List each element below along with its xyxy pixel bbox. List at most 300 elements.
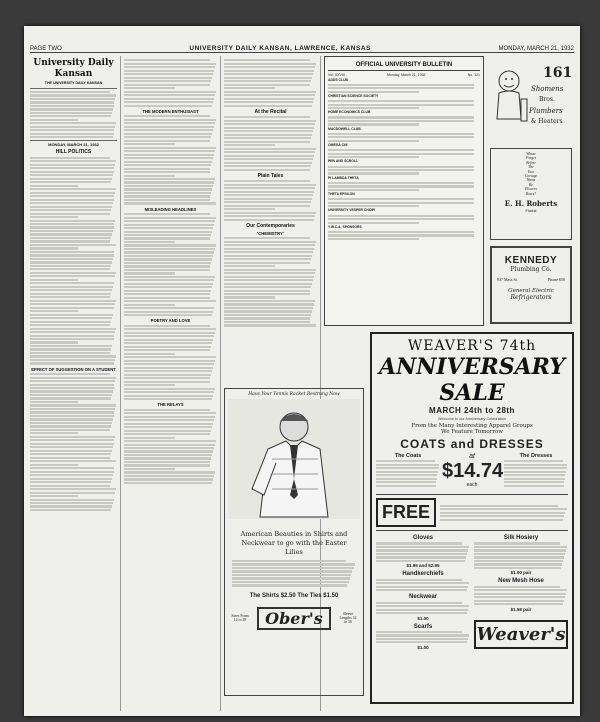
text-line <box>224 130 313 132</box>
text-line <box>30 485 110 487</box>
text-line <box>232 577 350 579</box>
text-line <box>328 169 474 171</box>
text-line <box>224 198 312 200</box>
text-line <box>124 157 213 159</box>
editorial-body <box>224 237 317 326</box>
text-line <box>30 94 116 96</box>
text-line <box>30 293 111 295</box>
text-line <box>30 460 116 462</box>
text-line <box>474 586 560 588</box>
text-line <box>30 105 114 107</box>
text-line <box>328 91 419 93</box>
text-line <box>30 495 78 497</box>
text-line <box>124 77 212 79</box>
florist-copy-line: Before <box>526 160 536 165</box>
text-line <box>328 215 474 217</box>
text-line <box>124 258 212 260</box>
issue-date: MONDAY, MARCH 21, 1932 <box>498 46 574 52</box>
text-line <box>224 101 313 103</box>
text-line <box>232 574 351 576</box>
text-line <box>124 175 175 177</box>
text-line <box>224 73 313 75</box>
text-line <box>376 460 435 462</box>
text-line <box>30 206 112 208</box>
text-line <box>124 471 215 473</box>
text-line <box>224 63 316 65</box>
scarfs-copy <box>376 631 470 644</box>
editorial-column-1 <box>30 58 117 713</box>
text-line <box>30 192 115 194</box>
text-line <box>328 104 474 106</box>
text-line <box>224 116 310 118</box>
text-line <box>504 478 565 480</box>
text-line <box>124 164 211 166</box>
text-line <box>376 549 468 551</box>
text-line <box>30 108 113 110</box>
text-line <box>474 593 566 595</box>
text-line <box>30 328 116 330</box>
text-line <box>30 178 112 180</box>
text-line <box>124 482 212 484</box>
text-line <box>224 286 311 288</box>
text-line <box>124 129 213 131</box>
paper-subtitle: THE UNIVERSITY DAILY KANSAN <box>44 81 103 85</box>
coats-copy <box>376 460 440 487</box>
text-line <box>30 408 115 410</box>
text-line <box>30 380 115 382</box>
text-line <box>124 185 213 187</box>
editorial-body <box>30 157 117 365</box>
text-line <box>376 464 439 466</box>
text-line <box>124 419 214 421</box>
text-line <box>328 140 419 142</box>
text-line <box>224 300 315 302</box>
text-line <box>30 401 78 403</box>
text-line <box>124 220 215 222</box>
paper-nameplate: University Daily Kansan <box>33 58 114 79</box>
text-line <box>124 367 213 369</box>
obers-logo: Ober's <box>257 607 331 630</box>
text-line <box>504 467 567 469</box>
text-line <box>30 174 113 176</box>
text-line <box>124 217 216 219</box>
text-line <box>224 303 314 305</box>
column-rule <box>220 56 221 711</box>
text-line <box>30 415 114 417</box>
text-line <box>124 147 216 149</box>
text-line <box>224 262 310 264</box>
text-line <box>124 349 210 351</box>
text-line <box>30 129 114 131</box>
text-line <box>30 122 116 124</box>
text-line <box>376 586 468 588</box>
text-line <box>30 307 114 309</box>
kennedy-subtitle: Plumbing Co. <box>510 266 552 273</box>
text-line <box>124 279 214 281</box>
editorial-body <box>224 180 317 221</box>
text-line <box>376 546 469 548</box>
text-line <box>30 202 113 204</box>
florist-name: E. H. Roberts <box>504 199 558 209</box>
editorial-heading: THE MODERN ENTHUSIAST <box>142 108 199 114</box>
text-line <box>124 181 214 183</box>
text-line <box>504 460 563 462</box>
obers-shirts-ad <box>224 388 364 696</box>
text-line <box>440 505 558 507</box>
text-line <box>124 314 212 316</box>
bulletin-title: OFFICIAL UNIVERSITY BULLETIN <box>328 62 480 71</box>
bulletin-number: No. 121 <box>467 72 480 77</box>
text-line <box>124 339 213 341</box>
text-line <box>124 66 215 68</box>
free-label: FREE <box>376 498 436 527</box>
text-line <box>124 262 211 264</box>
bulletin-date: Monday, March 21, 1932 <box>387 72 426 77</box>
text-line <box>30 439 114 441</box>
text-line <box>124 227 213 229</box>
mesh-hose-copy <box>474 586 568 606</box>
text-line <box>376 542 462 544</box>
text-line <box>124 300 216 302</box>
text-line <box>224 127 314 129</box>
editorial-body <box>30 373 117 511</box>
text-line <box>224 148 316 150</box>
text-line <box>124 454 212 456</box>
handkerchiefs-heading: Handkerchiefs <box>402 571 444 578</box>
text-line <box>224 187 315 189</box>
text-line <box>30 505 112 507</box>
kennedy-line2: Refrigerators <box>510 294 552 301</box>
text-line <box>30 91 110 93</box>
editorial-heading: EFFECT OF SUGGESTION ON A STUDENT <box>31 366 116 372</box>
text-line <box>124 457 211 459</box>
text-line <box>474 553 565 555</box>
text-line <box>30 233 112 235</box>
text-line <box>124 248 215 250</box>
newspaper-title-header: UNIVERSITY DAILY KANSAN, LAWRENCE, KANSAS <box>189 45 371 52</box>
text-line <box>124 395 213 397</box>
text-line <box>30 199 114 201</box>
text-line <box>124 98 214 100</box>
text-line <box>30 341 78 343</box>
text-line <box>224 212 316 214</box>
svg-text:Plumbers: Plumbers <box>529 107 563 115</box>
text-line <box>124 353 175 355</box>
text-line <box>376 582 469 584</box>
text-line <box>328 100 474 102</box>
text-line <box>30 268 110 270</box>
text-line <box>30 474 113 476</box>
column-heading: At the Recital <box>254 108 287 115</box>
text-line <box>124 269 210 271</box>
text-line <box>224 98 314 100</box>
text-line <box>30 261 112 263</box>
text-line <box>124 444 215 446</box>
svg-text:161: 161 <box>543 65 573 81</box>
bulletin-item-heading: PEN AND SCROLL <box>328 159 359 164</box>
text-line <box>30 300 116 302</box>
newspaper-page <box>24 26 580 716</box>
text-line <box>224 269 316 271</box>
text-line <box>124 213 210 215</box>
bulletin-item-heading: HOME ECONOMICS CLUB <box>328 110 371 115</box>
dresses-copy <box>504 460 568 487</box>
gloves-price: $1.95 and $2.95 <box>406 563 440 569</box>
text-line <box>232 563 355 565</box>
editorial-heading: THE RELAYS <box>157 402 184 408</box>
text-line <box>232 581 349 583</box>
text-line <box>30 425 111 427</box>
text-line <box>30 450 112 452</box>
text-line <box>224 80 311 82</box>
text-line <box>328 234 474 236</box>
text-line <box>124 409 210 411</box>
text-line <box>124 388 215 390</box>
obers-body <box>228 560 360 587</box>
hosiery-price: $1.00 pair <box>510 570 532 576</box>
text-line <box>124 412 216 414</box>
text-line <box>30 112 112 114</box>
text-line <box>30 411 114 413</box>
text-line <box>232 584 347 586</box>
editorial-column-3 <box>224 58 317 413</box>
text-line <box>224 296 275 298</box>
text-line <box>30 251 114 253</box>
coats-heading: The Coats <box>394 453 422 459</box>
text-line <box>504 471 566 473</box>
sale-price: $14.74 <box>442 460 504 482</box>
column-rule <box>120 56 121 711</box>
florist-copy-line: Corsage <box>524 174 538 179</box>
text-line <box>124 91 216 93</box>
text-line <box>124 150 215 152</box>
text-line <box>328 202 474 204</box>
text-line <box>124 370 212 372</box>
editorial-heading: HILL POLITICS <box>55 149 92 156</box>
text-line <box>224 137 311 139</box>
text-line <box>30 115 111 117</box>
text-line <box>224 141 310 143</box>
text-line <box>30 502 113 504</box>
editorial-body <box>224 59 317 106</box>
text-line <box>224 162 312 164</box>
bulletin-item-heading: CHRISTIAN SCIENCE SOCIETY <box>328 93 379 98</box>
text-line <box>30 286 113 288</box>
weaver-title-1: WEAVER'S 74th <box>407 338 537 354</box>
text-line <box>376 481 436 483</box>
text-line <box>30 499 114 501</box>
kennedy-plumbing-ad <box>490 246 572 324</box>
text-line <box>124 304 175 306</box>
price-at: at <box>469 453 475 460</box>
weavers-sale-ad <box>370 332 574 704</box>
text-line <box>30 240 110 242</box>
text-line <box>376 560 465 562</box>
bulletin-item-heading: OMEGA CHI <box>328 142 348 147</box>
text-line <box>124 363 214 365</box>
text-line <box>124 224 214 226</box>
florist-copy <box>494 152 568 196</box>
text-line <box>30 509 111 511</box>
text-line <box>30 352 110 354</box>
dresses-heading: The Dresses <box>519 453 553 459</box>
bulletin-item-heading: MACDOWELL CLUB <box>328 126 361 131</box>
text-line <box>124 440 216 442</box>
text-line <box>224 265 275 267</box>
text-line <box>504 481 564 483</box>
text-line <box>124 374 211 376</box>
text-line <box>328 107 419 109</box>
text-line <box>474 589 567 591</box>
text-line <box>376 471 438 473</box>
text-line <box>30 488 116 490</box>
text-line <box>30 265 111 267</box>
text-line <box>124 178 215 180</box>
text-line <box>124 286 212 288</box>
text-line <box>124 241 175 243</box>
gloves-heading: Gloves <box>412 535 433 542</box>
text-line <box>224 258 311 260</box>
mesh-hose-heading: New Mesh Hose <box>498 578 544 585</box>
text-line <box>376 612 467 614</box>
text-line <box>328 198 474 200</box>
florist-copy-line: The <box>528 165 534 170</box>
text-line <box>224 158 313 160</box>
text-line <box>30 394 112 396</box>
text-line <box>30 167 114 169</box>
text-line <box>124 192 211 194</box>
text-line <box>30 258 113 260</box>
text-line <box>474 542 560 544</box>
editorial-column-2 <box>124 58 217 713</box>
florist-ad <box>490 148 572 240</box>
official-bulletin <box>324 56 484 326</box>
text-line <box>328 84 474 86</box>
text-line <box>124 272 175 274</box>
text-line <box>124 105 212 107</box>
text-line <box>30 355 116 357</box>
text-line <box>30 119 78 121</box>
text-line <box>124 325 210 327</box>
text-line <box>30 492 115 494</box>
page-masthead <box>30 42 574 53</box>
text-line <box>224 84 310 86</box>
date-line: MONDAY, MARCH 21, 1932 <box>48 142 99 148</box>
text-line <box>124 360 215 362</box>
bulletin-item-heading: Y.W.C.A. SPONSORS <box>328 224 362 229</box>
obers-sizes: Sizes From 14 to 18 <box>231 614 249 623</box>
text-line <box>376 556 466 558</box>
text-line <box>30 216 78 218</box>
gloves-copy <box>376 542 470 562</box>
text-line <box>124 136 211 138</box>
text-line <box>376 631 462 633</box>
text-line <box>124 171 210 173</box>
staff-listing <box>30 91 117 138</box>
text-line <box>376 641 467 643</box>
text-line <box>124 328 216 330</box>
editorial-body <box>124 115 217 204</box>
text-line <box>124 84 210 86</box>
text-line <box>328 172 419 174</box>
hosiery-copy <box>474 542 568 569</box>
text-line <box>124 199 210 201</box>
text-line <box>30 230 113 232</box>
kennedy-address: 937 Mass St. <box>497 277 518 282</box>
text-line <box>124 423 213 425</box>
text-line <box>30 223 114 225</box>
weaver-dates: MARCH 24th to 28th <box>429 406 515 415</box>
text-line <box>30 254 114 256</box>
text-line <box>376 602 462 604</box>
plumber-ad <box>488 56 574 142</box>
text-line <box>224 180 310 182</box>
text-line <box>224 169 310 171</box>
text-line <box>124 237 210 239</box>
text-line <box>124 478 213 480</box>
text-line <box>30 457 110 459</box>
text-line <box>124 468 175 470</box>
text-line <box>224 120 316 122</box>
column-subheading: 'CHEMISTRY' <box>257 230 284 236</box>
text-line <box>124 356 216 358</box>
text-line <box>30 171 114 173</box>
text-line <box>124 195 210 197</box>
text-line <box>30 133 114 135</box>
text-line <box>124 332 215 334</box>
text-line <box>474 603 563 605</box>
text-line <box>328 87 474 89</box>
text-line <box>474 596 565 598</box>
page-number: PAGE TWO <box>30 46 62 52</box>
text-line <box>30 244 116 246</box>
bulletin-item-heading: PI LAMBDA THETA <box>328 175 359 180</box>
text-line <box>30 436 115 438</box>
text-line <box>224 279 313 281</box>
text-line <box>376 605 469 607</box>
text-line <box>30 157 110 159</box>
weaver-title-2: ANNIVERSARY SALE <box>379 354 565 406</box>
text-line <box>30 362 114 364</box>
text-line <box>124 168 210 170</box>
text-line <box>224 59 310 61</box>
text-line <box>328 231 474 233</box>
text-line <box>124 87 175 89</box>
florist-copy-line: Roses? <box>525 191 537 196</box>
text-line <box>440 519 563 521</box>
text-line <box>224 293 310 295</box>
text-line <box>124 94 215 96</box>
text-line <box>376 474 437 476</box>
price-each: each <box>466 482 478 488</box>
text-line <box>30 432 78 434</box>
svg-text:Bros.: Bros. <box>539 96 555 103</box>
scarfs-heading: Scarfs <box>413 623 433 630</box>
plumber-illustration <box>491 59 577 145</box>
text-line <box>474 567 561 569</box>
text-line <box>30 324 110 326</box>
text-line <box>124 231 212 233</box>
text-line <box>30 377 116 379</box>
neckwear-copy <box>376 602 470 615</box>
editorial-heading: POETRY AND LOVE <box>150 318 191 324</box>
text-line <box>124 115 210 117</box>
text-line <box>124 143 175 145</box>
text-line <box>224 276 314 278</box>
florist-copy-line: Forget <box>526 156 536 161</box>
text-line <box>124 433 210 435</box>
text-line <box>328 149 474 151</box>
